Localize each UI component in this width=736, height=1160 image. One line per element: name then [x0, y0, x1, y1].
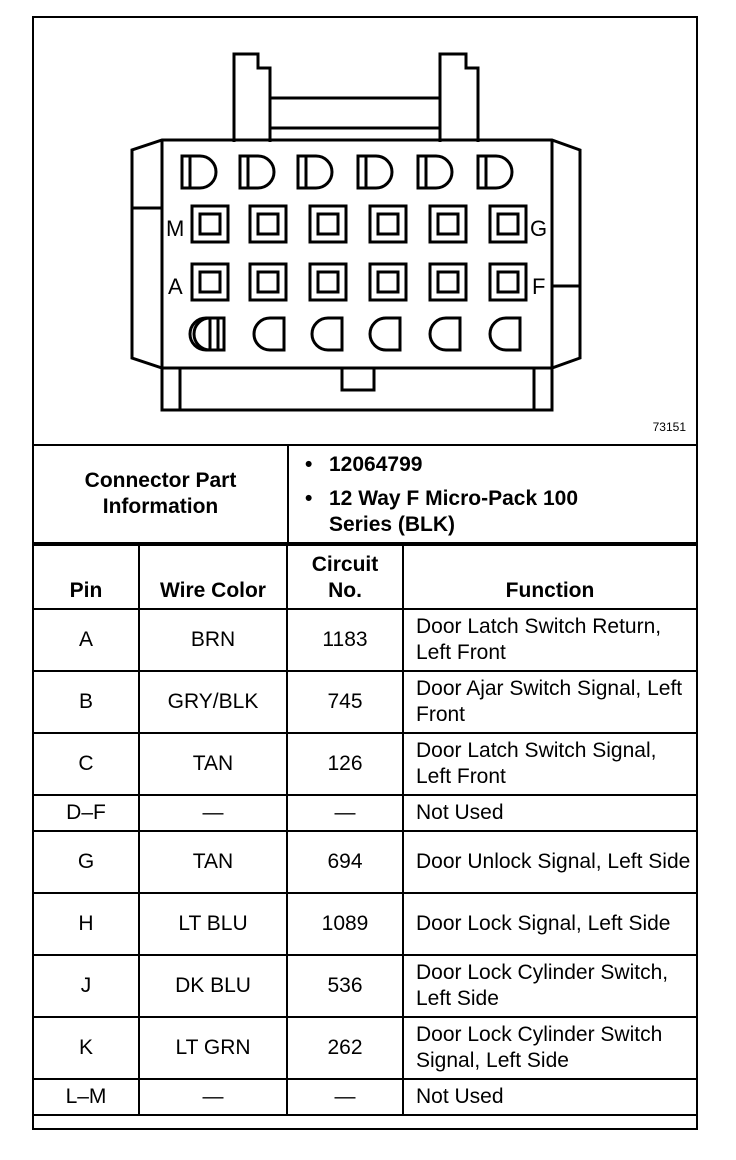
function-cell: Door Unlock Signal, Left Side [403, 831, 696, 893]
pin-cell: G [34, 831, 139, 893]
pin-cell: K [34, 1017, 139, 1079]
function-cell: Door Ajar Switch Signal, Left Front [403, 671, 696, 733]
wire-color-cell: LT BLU [139, 893, 287, 955]
circuit-cell: — [287, 1079, 403, 1115]
header-wire-color: Wire Color [139, 545, 287, 609]
table-row [34, 955, 696, 1017]
circuit-cell: 1089 [287, 893, 403, 955]
wire-color-cell: DK BLU [139, 955, 287, 1017]
pin-label-m: M [166, 216, 185, 241]
connector-description: • 12 Way F Micro-Pack 100 Series (BLK) [329, 486, 589, 538]
circuit-cell: 745 [287, 671, 403, 733]
connector-info-table [34, 444, 696, 544]
function-cell: Door Latch Switch Signal, Left Front [403, 733, 696, 795]
function-cell: Door Lock Cylinder Switch, Left Side [403, 955, 696, 1017]
pin-cell: B [34, 671, 139, 733]
circuit-cell: 262 [287, 1017, 403, 1079]
header-circuit: Circuit No. [287, 545, 403, 609]
pin-cell: H [34, 893, 139, 955]
pin-label-g: G [530, 216, 548, 241]
pin-cell: J [34, 955, 139, 1017]
table-row [34, 795, 696, 831]
table-row [34, 609, 696, 671]
pin-cell: D–F [34, 795, 139, 831]
table-row [34, 893, 696, 955]
connector-sheet [32, 16, 698, 1130]
circuit-cell: 536 [287, 955, 403, 1017]
connector-info-values [288, 445, 696, 543]
pin-cell: A [34, 609, 139, 671]
function-cell: Door Lock Cylinder Switch Signal, Left Side [403, 1017, 696, 1079]
pin-cell: C [34, 733, 139, 795]
function-cell: Door Lock Signal, Left Side [403, 893, 696, 955]
connector-face-drawing [34, 18, 696, 444]
part-number: • 12064799 [329, 452, 696, 478]
circuit-cell: 694 [287, 831, 403, 893]
header-function: Function [403, 545, 696, 609]
header-pin: Pin [34, 545, 139, 609]
table-row [34, 1079, 696, 1115]
pin-label-f: F [532, 274, 546, 299]
table-row [34, 671, 696, 733]
pin-cell: L–M [34, 1079, 139, 1115]
pin-label-a: A [168, 274, 183, 299]
wire-color-cell: GRY/BLK [139, 671, 287, 733]
wire-color-cell: TAN [139, 733, 287, 795]
circuit-cell: 1183 [287, 609, 403, 671]
circuit-cell: 126 [287, 733, 403, 795]
wire-color-cell: LT GRN [139, 1017, 287, 1079]
function-cell: Not Used [403, 795, 696, 831]
figure-number: 73151 [652, 420, 686, 434]
table-row [34, 831, 696, 893]
connector-info-label: Connector Part Information [34, 445, 288, 543]
table-row [34, 1017, 696, 1079]
wire-color-cell: — [139, 795, 287, 831]
function-cell: Not Used [403, 1079, 696, 1115]
wire-color-cell: TAN [139, 831, 287, 893]
wire-color-cell: BRN [139, 609, 287, 671]
function-cell: Door Latch Switch Return, Left Front [403, 609, 696, 671]
connector-diagram [34, 18, 696, 444]
circuit-cell: — [287, 795, 403, 831]
pinout-table [34, 544, 696, 1116]
table-row [34, 733, 696, 795]
wire-color-cell: — [139, 1079, 287, 1115]
